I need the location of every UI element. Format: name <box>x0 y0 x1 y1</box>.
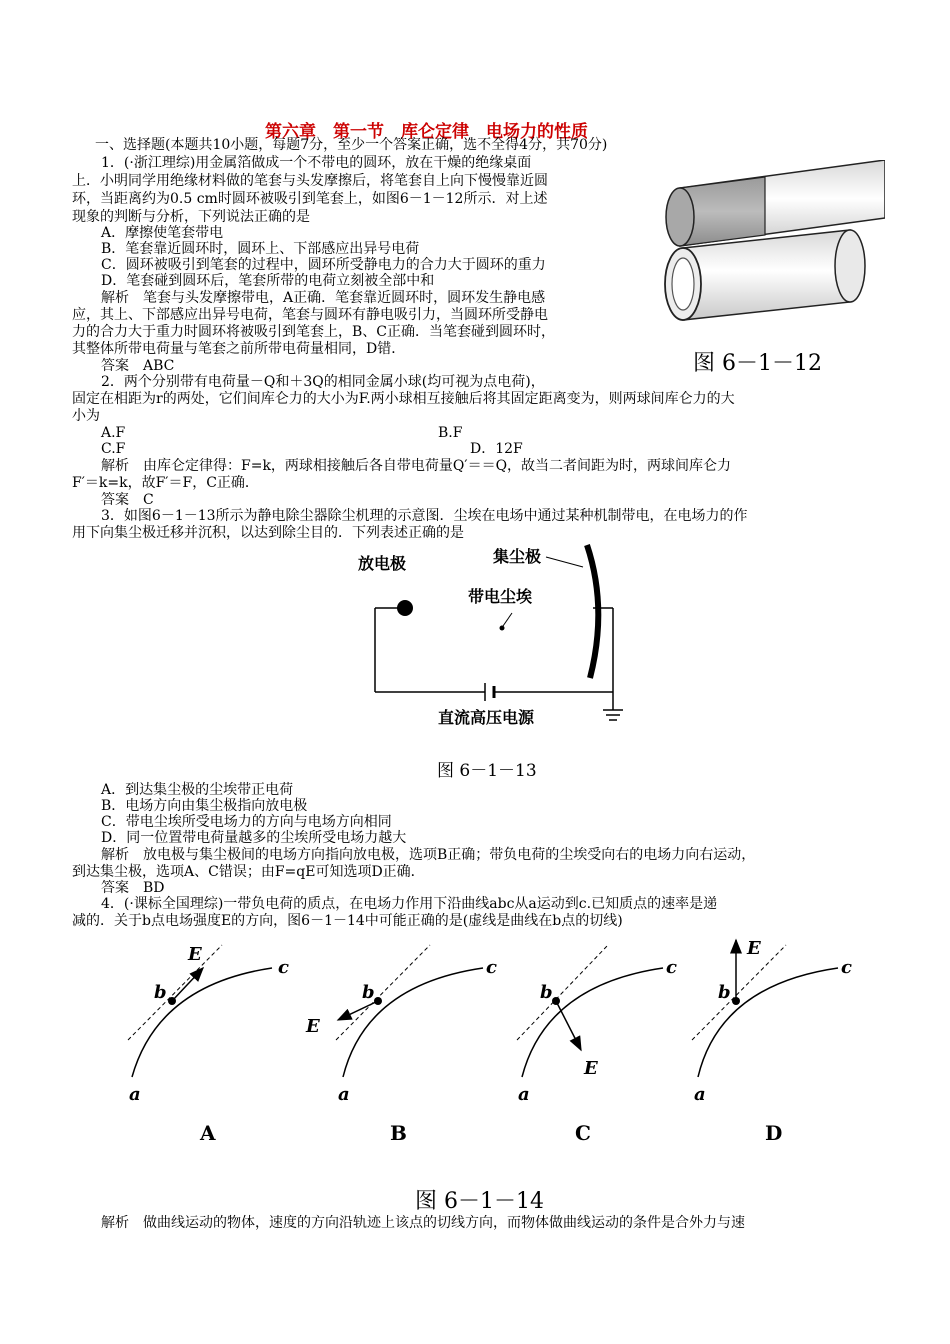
q2-line: 小为 <box>72 408 100 424</box>
q2-line: 固定在相距为r的两处，它们间库仑力的大小为F.两小球相互接触后将其固定距离变为，则两球间库仑力的大 <box>72 391 735 407</box>
q4-line: 4．(·课标全国理综)一带负电荷的质点，在电场力作用下沿曲线abc从a运动到c.已知质点的速率是递 <box>101 896 718 912</box>
panel-a <box>128 944 289 1145</box>
field-e-label: E <box>584 1058 598 1079</box>
q3-answer: 答案 BD <box>101 880 165 896</box>
point-c-label: c <box>486 957 497 978</box>
figure-6-1-12 <box>655 160 885 350</box>
q3-line: 用下向集尘极迁移并沉积，以达到除尘目的．下列表述正确的是 <box>72 525 464 541</box>
q2-analysis: F′＝k=k，故F′＝F，C正确． <box>72 475 259 491</box>
q3-line: 3．如图6－1－13所示为静电除尘器除尘机理的示意图．尘埃在电场中通过某种机制带电，在电场力的作 <box>101 508 748 524</box>
charged-dust-particle <box>500 626 505 631</box>
point-b-label: b <box>540 982 553 1003</box>
point-b-label: b <box>362 982 375 1003</box>
q1-option-b: B．笔套靠近圆环时，圆环上、下部感应出异号电荷 <box>101 241 420 257</box>
point-c-label: c <box>278 957 289 978</box>
field-e-label: E <box>306 1016 320 1037</box>
figure-6-1-14 <box>100 930 880 1150</box>
figure-6-1-14-caption: 图 6－1－14 <box>415 1189 544 1214</box>
field-e-label: E <box>747 938 761 959</box>
chapter-title: 第六章 第一节 库仑定律 电场力的性质 <box>265 122 588 142</box>
panel-d-label: D <box>765 1121 783 1145</box>
panel-c-label: C <box>575 1121 591 1145</box>
q4-analysis: 解析 做曲线运动的物体，速度的方向沿轨迹上该点的切线方向，而物体做曲线运动的条件是合外力与速 <box>101 1215 745 1231</box>
point-c-label: c <box>666 957 677 978</box>
q1-analysis: 应，其上、下部感应出异号电荷，笔套与圆环有静电吸引力，当圆环所受静电 <box>72 307 548 323</box>
field-e-label: E <box>188 944 202 965</box>
q1-line: 现象的判断与分析，下列说法正确的是 <box>72 209 310 225</box>
q1-answer: 答案 ABC <box>101 358 175 374</box>
q1-analysis: 力的合力大于重力时圆环将被吸引到笔套上，B、C正确．当笔套碰到圆环时， <box>72 324 555 340</box>
q1-option-a: A．摩擦使笔套带电 <box>101 225 224 241</box>
panel-c <box>517 945 677 1145</box>
figure-6-1-13 <box>350 540 640 740</box>
panel-b-label: B <box>390 1121 407 1145</box>
dc-source-label: 直流高压电源 <box>438 708 535 727</box>
q2-option-b: B.F <box>438 425 463 441</box>
figure-6-1-13-caption: 图 6－1－13 <box>437 761 537 781</box>
q2-option-c: C.F <box>101 441 126 457</box>
q1-analysis: 其整体所带电荷量与笔套之前所带电荷量相同，D错． <box>72 341 406 357</box>
q3-analysis: 解析 放电极与集尘极间的电场方向指向放电极，选项B正确；带负电荷的尘埃受向右的电场力向右运动， <box>101 847 756 863</box>
collector-electrode <box>587 545 598 678</box>
point-a-label: a <box>694 1084 706 1105</box>
q3-option-c: C．带电尘埃所受电场力的方向与电场方向相同 <box>101 814 392 830</box>
panel-d <box>692 938 852 1145</box>
point-a-label: a <box>129 1084 141 1105</box>
q1-line: 上．小明同学用绝缘材料做的笔套与头发摩擦后，将笔套自上向下慢慢靠近圆 <box>72 173 548 189</box>
collector-label: 集尘极 <box>493 547 542 566</box>
dust-label: 带电尘埃 <box>468 587 533 606</box>
q2-analysis: 解析 由库仑定律得：F=k，两球相接触后各自带电荷量Q′＝＝Q，故当二者间距为时，两球间库仑力 <box>101 458 732 474</box>
q3-option-d: D．同一位置带电荷量越多的尘埃所受电场力越大 <box>101 830 407 846</box>
q2-line: 2．两个分别带有电荷量－Q和＋3Q的相同金属小球(均可视为点电荷)， <box>101 374 545 390</box>
q3-option-a: A．到达集尘极的尘埃带正电荷 <box>101 782 294 798</box>
metal-ring <box>683 230 850 320</box>
point-c-label: c <box>841 957 852 978</box>
q2-answer: 答案 C <box>101 492 154 508</box>
q4-line: 减的．关于b点电场强度E的方向，图6－1－14中可能正确的是(虚线是曲线在b点的切线) <box>72 913 623 929</box>
q1-analysis: 解析 笔套与头发摩擦带电，A正确．笔套靠近圆环时，圆环发生静电感 <box>101 290 546 306</box>
point-b-label: b <box>718 982 731 1003</box>
point-b-label: b <box>154 982 167 1003</box>
figure-6-1-12-caption: 图 6－1－12 <box>693 351 822 376</box>
q2-option-a: A.F <box>101 425 126 441</box>
q1-line: 1．(·浙江理综)用金属箔做成一个不带电的圆环，放在干燥的绝缘桌面 <box>101 155 532 171</box>
q3-option-b: B．电场方向由集尘极指向放电极 <box>101 798 308 814</box>
emitter-label: 放电极 <box>358 554 407 573</box>
panel-b <box>305 945 497 1145</box>
q3-analysis: 到达集尘极，选项A、C错误；由F=qE可知选项D正确． <box>72 864 425 880</box>
section-instructions: 一、选择题(本题共10小题，每题7分，至少一个答案正确，选不全得4分，共70分) <box>95 137 608 153</box>
q1-option-c: C．圆环被吸引到笔套的过程中，圆环所受静电力的合力大于圆环的重力 <box>101 257 546 273</box>
panel-a-label: A <box>200 1121 216 1145</box>
q2-option-d: D．12F <box>470 441 523 457</box>
point-a-label: a <box>518 1084 530 1105</box>
q1-line: 环，当距离约为0.5 cm时圆环被吸引到笔套上，如图6－1－12所示．对上述 <box>72 191 548 207</box>
point-a-label: a <box>338 1084 350 1105</box>
q1-option-d: D．笔套碰到圆环后，笔套所带的电荷立刻被全部中和 <box>101 273 435 289</box>
